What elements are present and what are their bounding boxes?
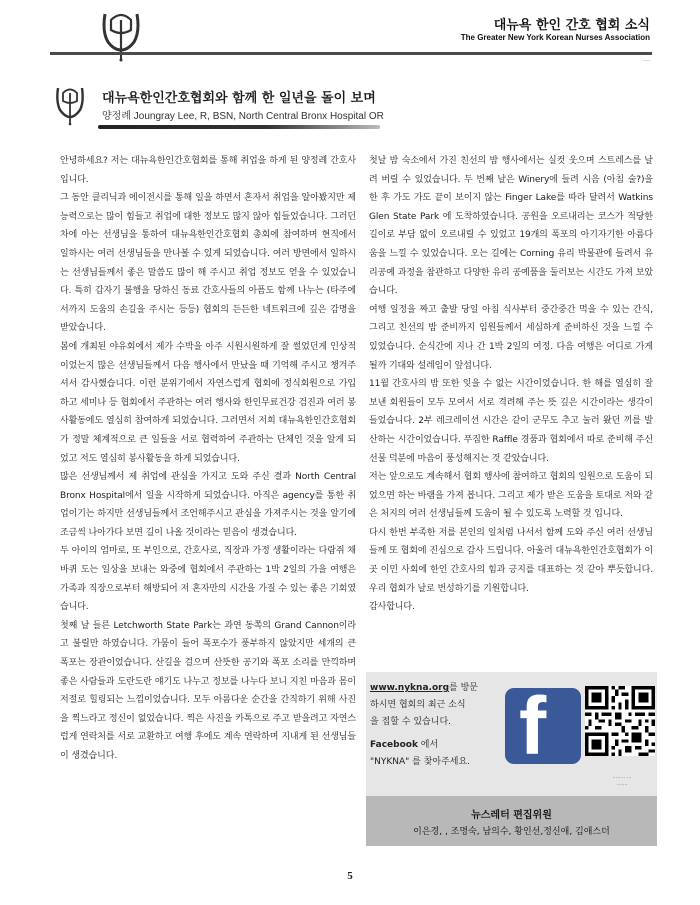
paragraph: 안녕하세요? 저는 대뉴욕한인간호협회를 통해 취업을 하게 된 양정례 간호사입니다.: [60, 156, 356, 185]
page-number: 5: [347, 870, 353, 882]
newsletter-subtitle: The Greater New York Korean Nurses Association: [460, 33, 650, 42]
paragraph: 여행 일정을 짜고 출발 당일 아침 식사부터 중간중간 먹을 수 있는 간식, 그리고 친선의 밤 준비까지 임원들께서 세심하게 준비하신 것을 느낄 수 있었습니다. 순식간에 지나 간 1박 2일의 여정. 다음 여행은 어디로 가게 될까 기대와 설레임이 앞섭니다.: [369, 304, 653, 371]
paragraph: 첫날 밤 숙소에서 가진 친선의 밤 행사에서는 실컷 웃으며 스트레스를 날려 버릴 수 있었습니다. 두 번째 날은 Winery에 들려 시음 (아침 술?)을 한 후 가도 가도 끝이 보이지 않는 Finger Lake를 따라 달려서 Watkins Glen State Park 에 도착하였습니다. 공원을 오르내리는 코스가 적당한 길이로 부담 없이 오르내릴 수 있었고 19개의 폭포의 아기자기한 아름다움을 느낄 수 있었습니다. 오는 길에는 Corning 유리 박물관에 들려서 유리공예 과정을 참관하고 다양한 유리 공예품을 둘러보는 시간도 가져 보았습니다.: [369, 156, 653, 297]
header-divider: [50, 52, 652, 55]
website-link[interactable]: www.nykna.org: [370, 683, 450, 693]
newsletter-header: [0, 0, 700, 75]
paragraph: 첫째 날 들른 Letchworth State Park는 과연 동쪽의 Grand Cannon이라고 불릴만 하였습니다. 가뭄이 들어 폭포수가 풍부하지 않았지만 세개의 큰 폭포는 장관이었습니다. 산길을 걸으며 산뜻한 공기와 폭포 소리를 만끽하며 좋은 사람들과 도란도란 얘기도 나누고 정보를 나누다 보니 지친 마음과 몸이 저절로 힐링되는 느낌이었습니다. 모두 아름다운 순간을 간직하기 위해 사진을 찍느라고 정신이 없었습니다. 찍은 사진을 카톡으로 주고 받을려고 자연스럽게 연락처를 서로 교환하고 여행 후에도 계속 연락하며 지내게 된 선생님들이 생겼습니다.: [60, 620, 356, 761]
paragraph: 두 아이의 엄마로, 또 부인으로, 간호사로, 직장과 가정 생활이라는 다람쥐 채바퀴 도는 일상을 보내는 와중에 협회에서 주관하는 1박 2일의 가을 여행은 가족과 직장으로부터 해방되어 저 혼자만의 시간을 가질 수 있는 좋은 기회였습니다.: [60, 546, 356, 613]
article-header: [50, 85, 652, 135]
qr-caption: ········ ··· ·······: [612, 775, 632, 788]
nurse-cap-emblem-icon: [52, 83, 88, 127]
newsletter-title: 대뉴욕 한인 간호 협회 소식: [493, 18, 650, 33]
paragraph: 봄에 개최된 야유회에서 제가 수박을 아주 시원시원하게 잘 썰었던게 인상적이었는지 많은 선생님들께서 다음 행사에서 만났을 때 기억해 주시고 챙겨주셔서 감사했습니다. 이런 분위기에서 자연스럽게 협회에 정식회원으로 가입하고 세미나 등 협회에서 주관하는 여러 행사와 한인무료건강 검진과 여러 봉사활동에도 열심히 참여하게 되었습니다. 그러면서 저희 대뉴욕한인간호협회가 정말 체계적으로 큰 일들을 서로 협력하여 주관하는 단체인 것을 알게 되었고 저도 열심히 봉사활동을 하게 되었습니다.: [60, 341, 356, 464]
editorial-board-box: [366, 796, 657, 846]
promo-url-suffix: 를 방문: [449, 683, 478, 693]
paragraph: 감사합니다.: [369, 602, 415, 613]
promo-line: 하시면 협회의 최근 소식: [370, 700, 466, 710]
article-column-right: [369, 152, 653, 617]
paragraph: 저는 앞으로도 계속해서 협회 행사에 참여하고 협회의 일원으로 도움이 되었으면 하는 바램을 가져 봅니다. 그리고 제가 받은 도움을 토대로 저와 같은 처지의 여러 선생님들께 도움이 될 수 있도록 노력할 것 입니다.: [369, 472, 653, 520]
facebook-search-hint: "NYKNA" 를 찾아주세요.: [370, 757, 471, 767]
paragraph: 11월 간호사의 밤 또한 잊을 수 없는 시간이었습니다. 한 해를 열심히 잘 보낸 회원들이 모두 모여서 서로 격려해 주는 뜻 깊은 시간이라는 생각이 들었습니다. 2부 레크레이션 시간은 같이 군무도 추고 눌러 왔던 끼를 발산하는 시간이었습니다. 푸짐한 Raffle 경품과 협회에서 따로 준비해 주신 선물 덕분에 마음이 풍성해지는 것 같았습니다.: [369, 379, 653, 464]
paragraph: 그 동안 클리닉과 에이전시를 통해 일을 하면서 혼자서 취업을 알아봤지만 제 능력으로는 많이 힘들고 취업에 대한 정보도 많지 않아 힘들었습니다. 그러던 차에 아는 선생님을 통하여 대뉴욕한인간호협회 총회에 참여하며 현직에서 일하시는 여러 선생님들을 만나볼 수 있게 되었습니다. 여러 방면에서 일하시는 선생님들께서 좋은 말씀도 많이 해 주시고 취업 정보도 얻을 수 있었습니다. 특히 갑자기 불행을 당하신 동료 간호사들의 아픔도 함께 나누는 (타주에서까지 도움의 손길을 주시는 등등) 협회의 든든한 네트워크에 깊은 감명을 받았습니다.: [60, 193, 356, 334]
facebook-suffix: 에서: [417, 740, 439, 750]
editorial-board-title: 뉴스레터 편집위원: [471, 810, 552, 821]
paragraph: 다시 한번 부족한 저를 본인의 일처럼 나서서 함께 도와 주신 여러 선생님들께 또 협회에 진심으로 감사 드립니다. 아울러 대뉴욕한인간호협회가 이 곳 이민 사회에 한인 간호사의 힘과 긍지를 대표하는 것 같아 뿌듯합니다. 우리 협회가 날로 번성하기를 기원합니다.: [369, 527, 653, 594]
editorial-board-names: 이은경, , 조명숙, 남의수, 황인선,정신애, 김애스더: [413, 827, 610, 837]
facebook-logo-icon[interactable]: [505, 688, 581, 764]
header-meta-mark: ——: [642, 58, 650, 63]
promo-text: [370, 680, 506, 771]
article-column-left: [60, 152, 356, 766]
website-promo-box: [366, 672, 657, 796]
paragraph: 많은 선생님께서 제 취업에 관심을 가지고 도와 주신 결과 North Central Bronx Hospital에서 일을 시작하게 되었습니다. 아직은 agency를 통한 취업이기는 하지만 선생님들께서 조언해주시고 관심을 가져주시는 것을 알기에 조금씩 나아가다 보면 길이 나올 것이라는 믿음이 생겼습니다.: [60, 472, 356, 538]
article-author: 양정례 Joungray Lee, R, BSN, North Central Bronx Hospital OR: [102, 111, 384, 122]
promo-line: 을 접할 수 있습니다.: [370, 717, 451, 727]
qr-code-icon[interactable]: [585, 686, 655, 756]
title-underline-brush: [98, 125, 380, 129]
facebook-f-glyph: f: [519, 688, 547, 764]
facebook-label: Facebook: [370, 740, 418, 750]
article-title: 대뉴욕한인간호협회와 함께 한 일년을 돌이 보며: [102, 91, 376, 106]
